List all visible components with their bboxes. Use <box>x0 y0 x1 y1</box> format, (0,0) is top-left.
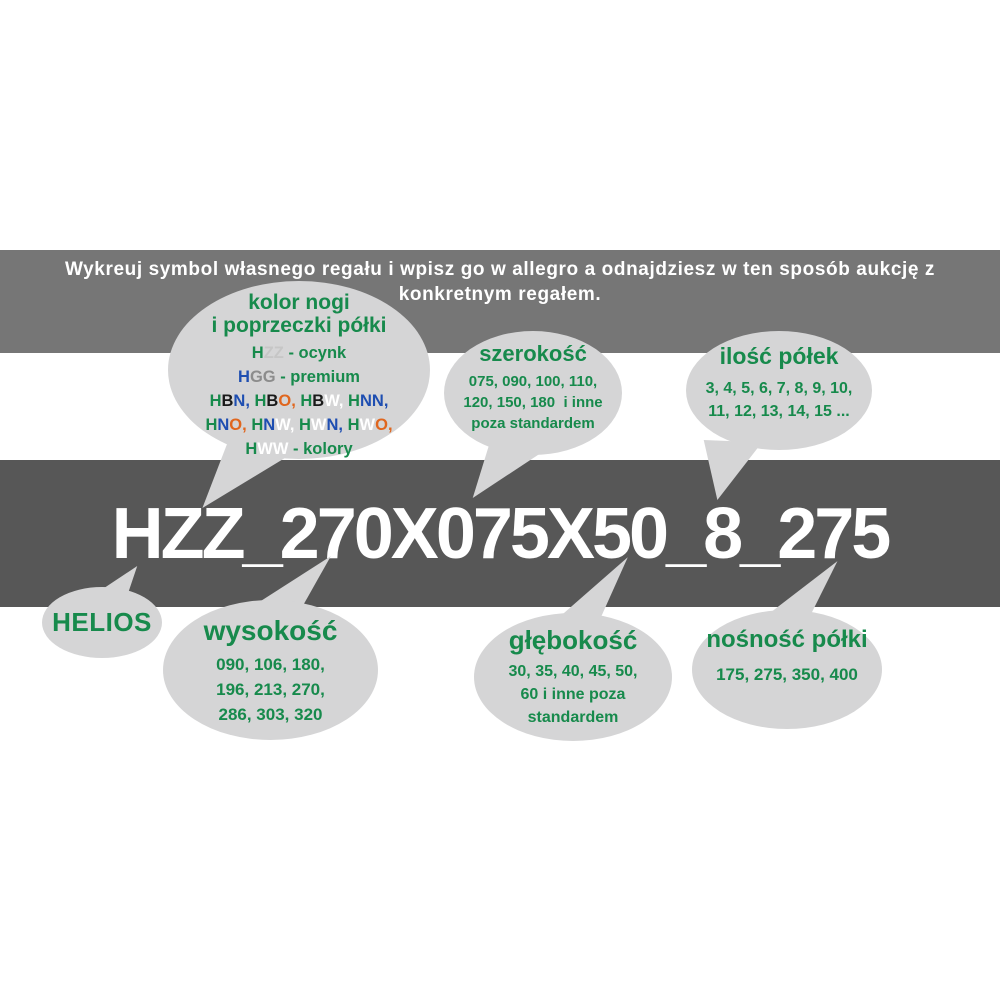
color-code-segment: H <box>238 368 250 386</box>
color-code-segment: N <box>263 416 276 434</box>
color-code-segment: N <box>326 416 339 434</box>
bubble-szerokosc-title: szerokość <box>479 341 587 366</box>
color-code-segment: B <box>312 392 325 410</box>
color-code-segment: W <box>275 416 290 434</box>
color-code-segment: H <box>205 416 218 434</box>
color-code-segment: N <box>233 392 246 410</box>
text-line: 30, 35, 40, 45, 50, <box>508 663 638 680</box>
bubble-helios-brand <box>42 587 162 658</box>
color-code-segment: , <box>338 416 348 434</box>
color-code-segment: , <box>242 416 252 434</box>
bubble-glebokosc <box>474 613 672 741</box>
text-line: 60 i inne poza <box>520 686 626 703</box>
text-line: poza standardem <box>471 415 595 432</box>
bubble-kolor-title-line1: kolor nogi <box>248 291 350 314</box>
color-code-segment: H <box>347 416 360 434</box>
color-code-segment: H <box>299 416 311 434</box>
color-code-segment: H <box>254 392 267 410</box>
bubble-kolor-title-line2: i poprzeczki półki <box>211 314 387 337</box>
bubble-wysokosc <box>163 600 378 740</box>
text-line: 3, 4, 5, 6, 7, 8, 9, 10, <box>705 380 853 397</box>
color-code-segment: O <box>229 416 243 434</box>
nosnosc-values <box>716 663 858 686</box>
color-code-segment: - kolory <box>288 440 353 458</box>
text-line: 175, 275, 350, 400 <box>716 665 858 684</box>
text-line: 075, 090, 100, 110, <box>468 373 598 390</box>
color-code-segment: W <box>359 416 376 434</box>
color-code-segment: H <box>209 392 222 410</box>
color-code-segment: , <box>387 416 393 434</box>
color-code-segment: - ocynk <box>283 344 347 362</box>
text-line: 196, 213, 270, <box>216 680 325 699</box>
szerokosc-values <box>463 371 602 434</box>
color-code-line <box>205 413 392 437</box>
text-line: standardem <box>527 709 619 726</box>
color-code-segment: H <box>245 440 258 458</box>
bubble-szerokosc <box>444 331 622 455</box>
helios-label: HELIOS <box>52 607 152 637</box>
color-code-segment: WW <box>257 440 289 458</box>
bubble-wysokosc-title: wysokość <box>203 615 338 646</box>
color-code-segment: , <box>245 392 255 410</box>
text-line: 286, 303, 320 <box>218 705 323 724</box>
color-code-line <box>205 437 392 461</box>
code-band <box>0 460 1000 607</box>
color-code-segment: , <box>383 392 389 410</box>
color-code-segment: , <box>338 392 349 410</box>
text-line: 120, 150, 180 i inne <box>463 394 603 411</box>
text-line: 090, 106, 180, <box>216 655 325 674</box>
color-code-segment: H <box>348 392 360 410</box>
text-line: 11, 12, 13, 14, 15 ... <box>708 403 850 420</box>
bubble-nosnosc-polki <box>692 610 882 729</box>
bubble-kolor-nogi <box>168 281 430 459</box>
color-code-segment: O <box>278 392 292 410</box>
ilosc-values <box>706 377 853 423</box>
bubble-nosnosc-title: nośność półki <box>706 626 868 653</box>
banner-line-2: konkretnym regałem. <box>398 284 602 305</box>
color-code-segment: , <box>289 416 299 434</box>
wysokosc-values <box>216 652 325 727</box>
color-code-segment: N <box>217 416 230 434</box>
glebokosc-values <box>509 660 638 729</box>
color-code-segment: W <box>310 416 327 434</box>
color-code-segment: NN <box>359 392 384 410</box>
bubble-ilosc-polek <box>686 331 872 450</box>
bubble-ilosc-title: ilość półek <box>719 343 839 369</box>
color-code-segment: H <box>300 392 313 410</box>
color-code-segment: B <box>266 392 279 410</box>
color-code-segment: GG <box>249 368 276 386</box>
color-code-segment: H <box>251 344 264 362</box>
color-code-segment: ZZ <box>263 344 284 362</box>
color-code-segment: B <box>221 392 234 410</box>
color-code-line <box>205 389 392 413</box>
color-code-segment: H <box>251 416 264 434</box>
color-code-list <box>205 341 392 461</box>
color-code-line <box>205 341 392 365</box>
color-code-segment: , <box>291 392 301 410</box>
product-code: HZZ_270X075X50_8_275 <box>111 493 889 574</box>
color-code-segment: O <box>375 416 388 434</box>
bubble-glebokosc-title: głębokość <box>508 625 638 655</box>
color-code-segment: W <box>324 392 339 410</box>
color-code-segment: - premium <box>275 368 360 386</box>
color-code-line <box>205 365 392 389</box>
banner-line-1: Wykreuj symbol własnego regału i wpisz go w allegro a odnajdziesz w ten sposób aukcję z <box>64 259 936 280</box>
